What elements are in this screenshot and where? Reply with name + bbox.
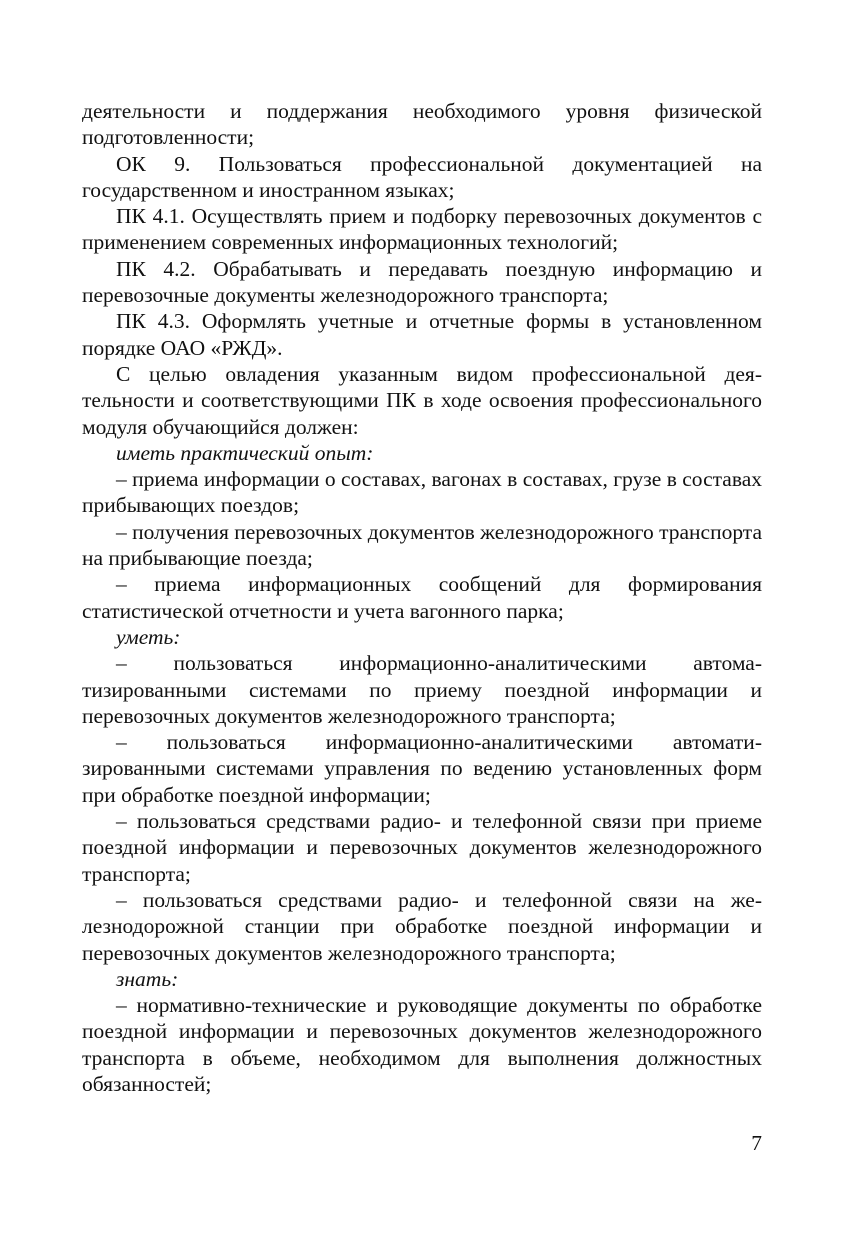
list-item-experience-2: – получения перевозочных документов железнодорожного транспорта на прибывающие поезда; [82, 519, 762, 571]
paragraph-physical-training: деятельности и поддержания необходимого уровня физической подготовленности; [82, 99, 762, 150]
list-item-skill-4: – пользоваться средствами радио- и телефонной связи на железнодорожной станции при обработке поездной информации и перевозочных документов железнодорожного транспорта; [82, 887, 762, 965]
list-item-skill-3: – пользоваться средствами радио- и телефонной связи при приеме поездной информации и перевозочных документов железнодорожного транспорта; [82, 809, 762, 886]
paragraph-ok9: ОК 9. Пользоваться профессиональной документацией на государственном и иностранном языках; [82, 151, 762, 202]
list-item-skill-2: – пользоваться информационно-аналитическими автоматизированными системами управления по ведению установленных форм при обработке поездной информации; [82, 730, 762, 807]
paragraph-goal: С целью овладения указанным видом профессиональной деятельности и соответствующими ПК в ходе освоения профессионального модуля обучающийся должен: [82, 361, 762, 439]
label-practical-experience: иметь практический опыт: [116, 440, 374, 465]
page-number: 7 [751, 1131, 762, 1155]
label-knowledge: знать: [116, 966, 179, 991]
list-item-experience-1: – приема информации о составах, вагонах в составах, грузе в составах прибывающих поездов; [82, 467, 762, 518]
page-body [82, 98, 762, 1097]
paragraph-pk42: ПК 4.2. Обрабатывать и передавать поездную информацию и перевозочные документы железнодорожного транспорта; [82, 256, 762, 308]
paragraph-pk43: ПК 4.3. Оформлять учетные и отчетные формы в установленном порядке ОАО «РЖД». [82, 309, 762, 360]
list-item-experience-3: – приема информационных сообщений для формирования статистической отчетности и учета вагонного парка; [82, 572, 762, 623]
paragraph-pk41: ПК 4.1. Осуществлять прием и подборку перевозочных документов с применением современных информационных технологий; [82, 204, 762, 255]
list-item-skill-1: – пользоваться информационно-аналитическими автоматизированными системами по приему поездной информации и перевозочных документов железнодорожного транспорта; [82, 651, 762, 728]
label-skills: уметь: [116, 624, 181, 649]
list-item-knowledge-1: – нормативно-технические и руководящие документы по обработке поездной информации и перевозочных документов железнодорожного транспорта в объеме, необходимом для выполнения должностных обязанностей; [82, 993, 762, 1096]
